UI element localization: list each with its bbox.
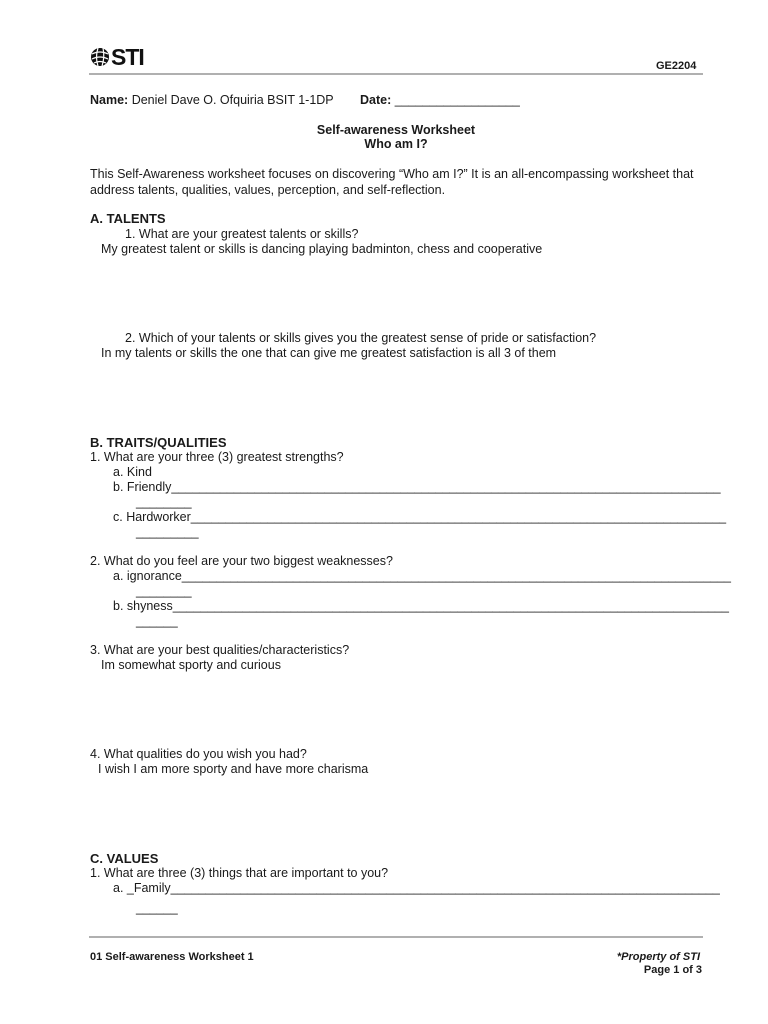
intro-line-1: This Self-Awareness worksheet focuses on discovering “Who am I?” It is an all-encompassing worksheet that (90, 167, 694, 181)
date-field[interactable]: __________________ (394, 93, 520, 107)
footer-rule (89, 936, 703, 938)
section-b-answer-3[interactable]: Im somewhat sporty and curious (101, 658, 281, 672)
name-label: Name: (90, 93, 129, 107)
section-b-answer-4[interactable]: I wish I am more sporty and have more charisma (98, 762, 369, 776)
section-b-question-4: 4. What qualities do you wish you had? (90, 747, 307, 761)
strength-a[interactable]: a. Kind (113, 465, 152, 479)
section-a-question-2: 2. Which of your talents or skills gives you the greatest sense of pride or satisfaction? (125, 331, 597, 345)
name-value[interactable]: Deniel Dave O. Ofquiria BSIT 1-1DP (131, 93, 334, 107)
value-a[interactable]: a. _Family_______________________________________________________________________________ (113, 881, 720, 895)
strength-c[interactable]: c. Hardworker_____________________________________________________________________________ (113, 510, 727, 524)
footer-property: *Property of STI (616, 951, 700, 963)
course-code: GE2204 (656, 60, 697, 72)
weakness-a[interactable]: a. ignorance_______________________________________________________________________________ (113, 569, 731, 583)
strength-b[interactable]: b. Friendly_______________________________________________________________________________ (113, 480, 721, 494)
sti-globe-icon (90, 46, 110, 68)
date-line (360, 93, 520, 107)
section-b-question-2: 2. What do you feel are your two biggest weaknesses? (90, 554, 393, 568)
section-a-title: A. TALENTS (90, 211, 166, 226)
strength-b-continuation: ________ (136, 495, 192, 509)
footer-doc-label: 01 Self-awareness Worksheet 1 (90, 951, 254, 963)
header-rule (89, 73, 703, 75)
section-a-question-1: 1. What are your greatest talents or skills? (125, 227, 359, 241)
strength-c-continuation: _________ (136, 525, 199, 539)
section-b-question-3: 3. What are your best qualities/characteristics? (90, 643, 350, 657)
section-a-answer-1[interactable]: My greatest talent or skills is dancing playing badminton, chess and cooperative (101, 242, 543, 256)
section-c-title: C. VALUES (90, 851, 159, 866)
date-label: Date: (360, 93, 392, 107)
value-a-continuation: ______ (136, 901, 178, 915)
worksheet-subtitle: Who am I? (364, 137, 428, 151)
logo-text: STI (111, 44, 144, 70)
footer-page-number: Page 1 of 3 (643, 964, 702, 976)
section-a-answer-2[interactable]: In my talents or skills the one that can give me greatest satisfaction is all 3 of them (101, 346, 557, 360)
name-line (90, 93, 334, 107)
weakness-b[interactable]: b. shyness________________________________________________________________________________ (113, 599, 729, 613)
section-b-title: B. TRAITS/QUALITIES (90, 435, 227, 450)
sti-logo (90, 46, 144, 68)
weakness-b-continuation: ______ (136, 614, 178, 628)
section-b-question-1: 1. What are your three (3) greatest strengths? (90, 450, 344, 464)
intro-line-2: address talents, qualities, values, perception, and self-reflection. (90, 183, 446, 197)
worksheet-title: Self-awareness Worksheet (316, 123, 476, 137)
section-c-question-1: 1. What are three (3) things that are important to you? (90, 866, 389, 880)
weakness-a-continuation: ________ (136, 584, 192, 598)
